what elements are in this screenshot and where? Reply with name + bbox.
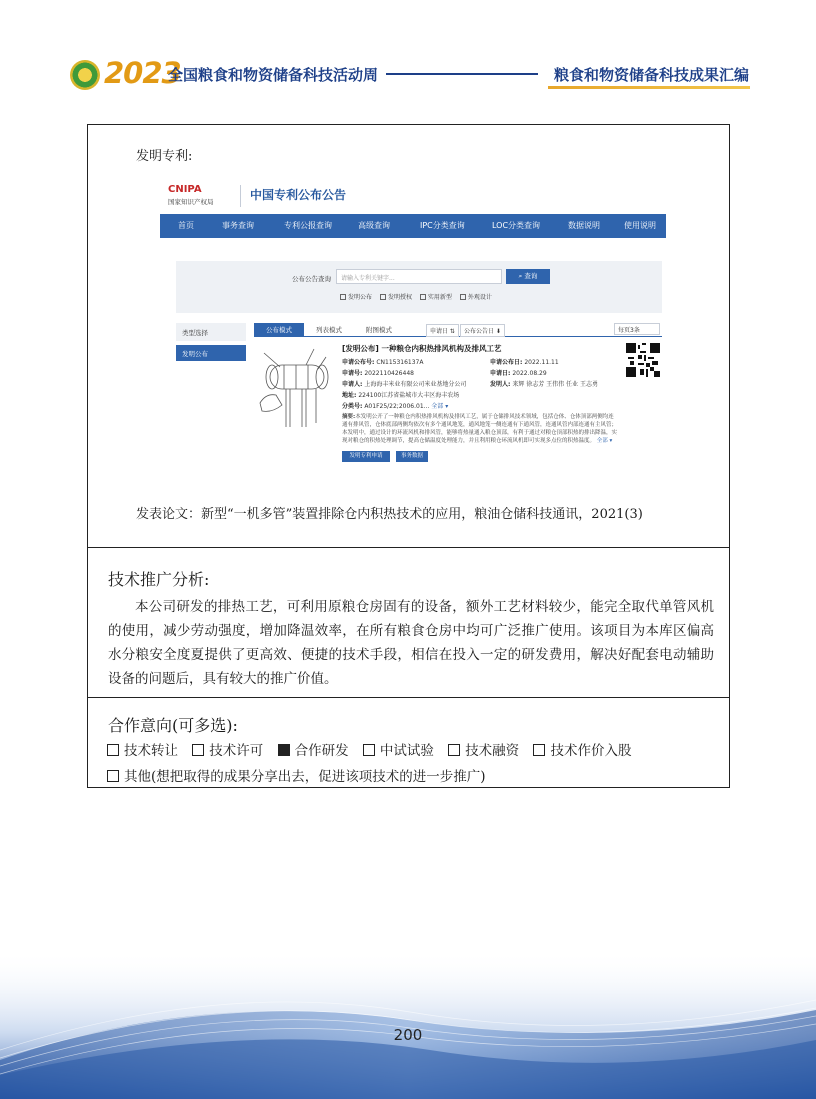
field-app-no-label: 申请号: — [342, 370, 363, 377]
analysis-text: 本公司研发的排热工艺，可利用原粮仓房固有的设备，额外工艺材料较少，能完全取代单管风机的使用，减少劳动强度，增加降温效率，在所有粮食仓房中均可广泛推广使用。该项目为本库区偏高水分粮安全度夏提供了更高效、便捷的技术手段，相信在投入一定的研发费用，解决好配套电动辅助设备的问题后，具有较大的推广价值。 — [108, 599, 714, 687]
search-label: 公布公告查询 — [292, 275, 331, 283]
page-header — [0, 56, 816, 96]
field-address-value: 224100江苏省盐城市大丰区海丰农场 — [358, 392, 460, 399]
patent-drawing-image — [256, 343, 334, 433]
header-rule — [386, 73, 538, 75]
checkbox-icon — [107, 770, 119, 782]
search-button[interactable]: ⌕ 查询 — [506, 269, 550, 284]
checkbox-icon — [448, 744, 460, 756]
qr-code-icon — [626, 343, 660, 377]
nav-item-gazette[interactable]: 专利公报查询 — [284, 221, 332, 230]
abstract-more-link[interactable]: 全部 ▾ — [596, 438, 613, 444]
option-label: 技术融资 — [465, 743, 520, 759]
published-paper: 发表论文：新型“一机多管”装置排除仓内积热技术的应用，粮油仓储科技通讯，2021(3) — [136, 507, 643, 522]
field-inventor-label: 发明人: — [490, 381, 511, 388]
sidebar-title: 类型选择 — [176, 323, 246, 341]
search-button-label: 查询 — [524, 272, 538, 280]
field-app-no — [342, 368, 414, 377]
field-app-no-value: 2022110426448 — [364, 370, 414, 377]
option-tech-transfer[interactable] — [107, 743, 178, 759]
option-label: 技术转让 — [124, 743, 178, 759]
site-title: 中国专利公布公告 — [250, 188, 347, 202]
option-joint-rd[interactable] — [278, 743, 349, 759]
option-invention-grant: 发明授权 — [387, 294, 412, 301]
field-pub-no-value: CN115316137A — [376, 359, 424, 366]
sort-app-date[interactable]: 申请日 ⇅ — [426, 324, 459, 337]
field-address-label: 地址: — [342, 392, 357, 399]
field-pub-date — [490, 357, 559, 366]
field-class — [342, 401, 448, 410]
checkbox-icon[interactable] — [380, 294, 386, 300]
checkbox-icon[interactable] — [420, 294, 426, 300]
emblem-logo-icon — [70, 60, 100, 90]
site-topbar — [160, 177, 666, 214]
field-app-date-label: 申请日: — [490, 370, 511, 377]
patent-application-button[interactable]: 发明专利申请 — [342, 451, 390, 462]
checkbox-icon[interactable] — [340, 294, 346, 300]
affairs-data-button[interactable]: 事务数据 — [396, 451, 428, 462]
cooperation-title: 合作意向(可多选): — [108, 716, 238, 735]
content-table — [87, 124, 730, 788]
option-label: 中试试验 — [379, 743, 434, 759]
nav-item-ipc[interactable]: IPC分类查询 — [420, 221, 465, 230]
sidebar-item-invention-pub[interactable]: 发明公布 — [176, 345, 246, 361]
nav-item-home[interactable]: 首页 — [178, 221, 194, 230]
field-pub-date-value: 2022.11.11 — [524, 359, 559, 366]
header-event-title: 全国粮食和物资储备科技活动周 — [168, 66, 379, 84]
field-pub-no — [342, 357, 423, 366]
logo-divider — [240, 185, 241, 207]
header-year: 2023 — [104, 56, 181, 90]
nav-item-data[interactable]: 数据说明 — [568, 221, 600, 230]
option-label: 合作研发 — [294, 743, 349, 759]
site-nav — [160, 214, 666, 238]
checkbox-icon[interactable] — [460, 294, 466, 300]
option-tech-financing[interactable] — [448, 743, 519, 759]
field-applicant — [342, 379, 466, 388]
page-number: 200 — [393, 1026, 423, 1044]
field-app-date-value: 2022.08.29 — [512, 370, 547, 377]
option-tech-license[interactable] — [192, 743, 263, 759]
checkbox-icon — [363, 744, 375, 756]
nav-item-loc[interactable]: LOC分类查询 — [492, 221, 541, 230]
invention-label: 发明专利: — [136, 149, 193, 164]
checkbox-checked-icon — [278, 744, 290, 756]
header-accent-bar — [548, 86, 750, 89]
checkbox-icon — [533, 744, 545, 756]
record-abstract — [342, 413, 618, 445]
field-applicant-value: 上海海丰米业有限公司米业基地分公司 — [364, 381, 467, 388]
field-address — [342, 390, 459, 399]
field-pub-no-label: 申请公布号: — [342, 359, 375, 366]
search-input[interactable]: 请输入专利关键字... — [336, 269, 502, 284]
nav-item-help[interactable]: 使用说明 — [624, 221, 656, 230]
patent-screenshot — [160, 177, 666, 473]
field-inventor-value: 来辉 徐志芳 王伟伟 任业 王志勇 — [512, 381, 598, 388]
option-utility: 实用新型 — [427, 294, 452, 301]
option-invention-pub: 发明公布 — [348, 294, 373, 301]
cooperation-other[interactable] — [107, 765, 486, 785]
option-label: 技术许可 — [209, 743, 264, 759]
header-book-title: 粮食和物资储备科技成果汇编 — [554, 66, 750, 84]
field-class-value: A01F25/22;2006.01... — [364, 403, 430, 410]
abstract-text: 本发明公开了一种粮仓内积热排风机构及排风工艺，属于仓储排风技术领域，包括仓体、仓体顶部两侧均连通有排风管，仓体底部两侧均依次有多个通风地笼，通风地笼一侧连通有下通风管，连通风管内部连通有主风管；本发明中，通过设计的环流风机和排风管，能够将热量通入粮仓顶部，有利于通过对粮仓顶部积热的排出降温，实现对粮仓的积热处理调节，提高仓储温度处理能力，并且利用粮仓环流风机即可实现多点位的积热温度。 — [342, 414, 618, 444]
class-expand-link[interactable]: 全部 ▾ — [431, 403, 449, 410]
cnipa-logo-cn: 国家知识产权局 — [168, 198, 214, 206]
record-title[interactable]: [发明公布] 一种粮仓内积热排风机构及排风工艺 — [342, 344, 502, 353]
field-app-date — [490, 368, 547, 377]
search-panel — [176, 261, 662, 313]
search-type-options — [334, 292, 492, 301]
analysis-title: 技术推广分析: — [108, 570, 210, 589]
cooperation-options — [107, 739, 641, 759]
checkbox-icon — [192, 744, 204, 756]
tab-list-mode[interactable]: 列表模式 — [316, 326, 342, 334]
type-sidebar — [176, 323, 246, 363]
option-tech-equity[interactable] — [533, 743, 631, 759]
abstract-label: 摘要: — [342, 414, 356, 420]
field-applicant-label: 申请人: — [342, 381, 363, 388]
tab-figure-mode[interactable]: 附图模式 — [366, 326, 392, 334]
option-other-label: 其他(想把取得的成果分享出去，促进该项技术的进一步推广) — [124, 769, 486, 785]
tab-publication-mode[interactable]: 公布模式 — [254, 323, 304, 337]
option-label: 技术作价入股 — [550, 743, 632, 759]
per-page-select[interactable]: 每页3条 — [614, 323, 660, 335]
cnipa-logo: CNIPA — [168, 184, 202, 195]
row-divider — [88, 547, 729, 548]
nav-item-advanced[interactable]: 高级查询 — [358, 221, 390, 230]
row-divider — [88, 697, 729, 698]
option-pilot-test[interactable] — [363, 743, 434, 759]
view-tabs — [254, 323, 662, 337]
sort-pub-date[interactable]: 公布公告日 ⬇ — [460, 324, 505, 337]
option-design: 外观设计 — [467, 294, 492, 301]
footer-wave-decoration — [0, 950, 816, 1099]
nav-item-affairs[interactable]: 事务查询 — [222, 221, 254, 230]
field-inventor — [490, 379, 598, 388]
field-pub-date-label: 申请公布日: — [490, 359, 523, 366]
checkbox-icon — [107, 744, 119, 756]
field-class-label: 分类号: — [342, 403, 363, 410]
